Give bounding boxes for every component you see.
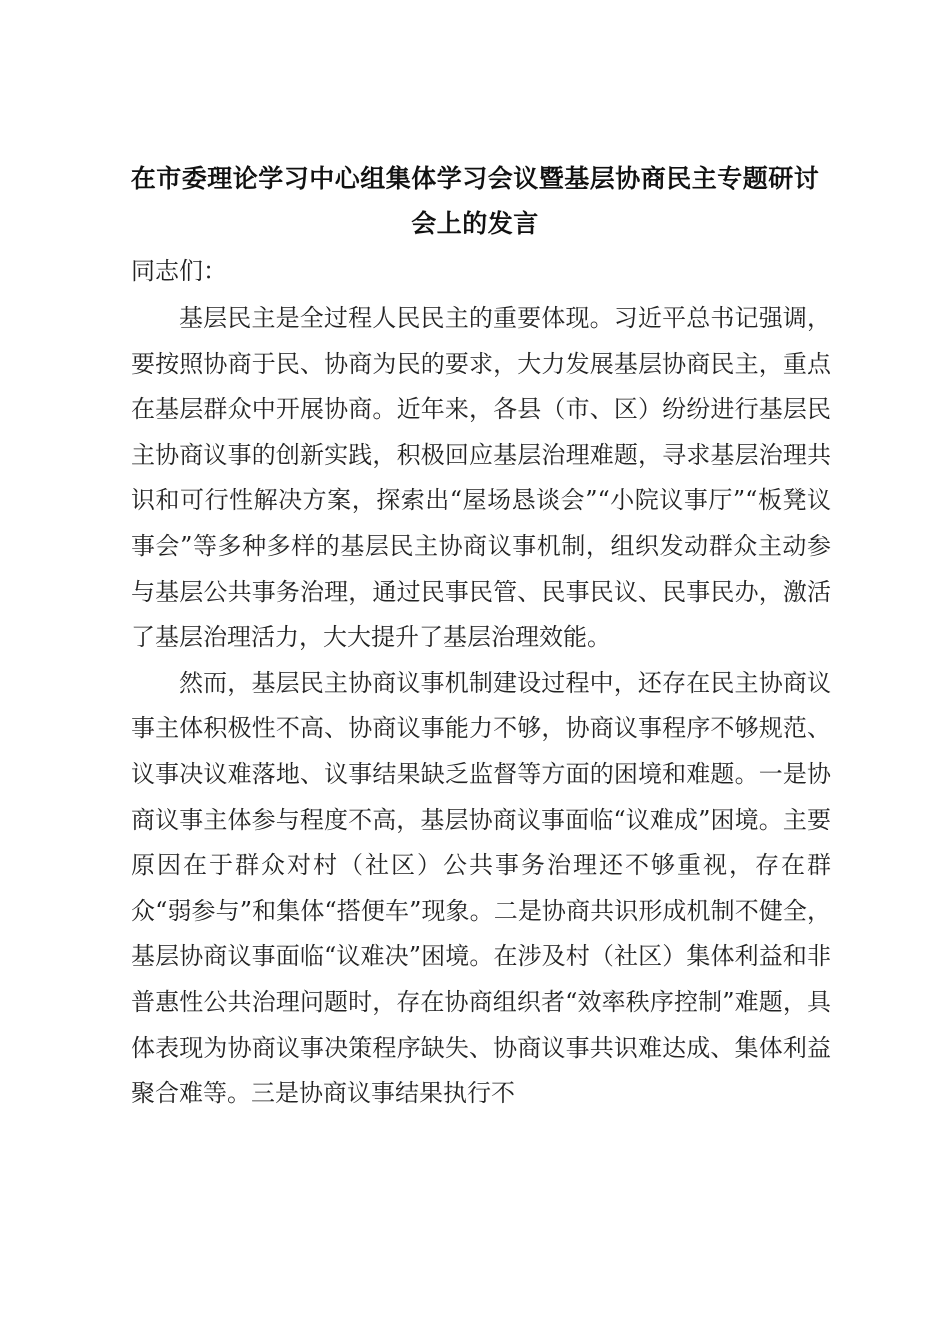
paragraph-2: 然而，基层民主协商议事机制建设过程中，还存在民主协商议事主体积极性不高、协商议事能力不够，协商议事程序不够规范、议事决议难落地、议事结果缺乏监督等方面的困境和难题。一是协商议事主体参与程度不高，基层协商议事面临“议难成”困境。主要原因在于群众对村（社区）公共事务治理还不够重视，存在群众“弱参与”和集体“搭便车”现象。二是协商共识形成机制不健全，基层协商议事面临“议难决”困境。在涉及村（社区）集体利益和非普惠性公共治理问题时，存在协商组织者“效率秩序控制”难题，具体表现为协商议事决策程序缺失、协商议事共识难达成、集体利益聚合难等。三是协商议事结果执行不 [131, 668, 831, 1108]
document-title: 在市委理论学习中心组集体学习会议暨基层协商民主专题研讨会上的发言 [130, 164, 820, 238]
salutation: 同志们： [131, 257, 227, 285]
paragraph-1: 基层民主是全过程人民民主的重要体现。习近平总书记强调，要按照协商于民、协商为民的要求，大力发展基层协商民主，重点在基层群众中开展协商。近年来，各县（市、区）纷纷进行基层民主协商议事的创新实践，积极回应基层治理难题，寻求基层治理共识和可行性解决方案，探索出“屋场恳谈会”“小院议事厅”“板凳议事会”等多种多样的基层民主协商议事机制，组织发动群众主动参与基层公共事务治理，通过民事民管、民事民议、民事民办，激活了基层治理活力，大大提升了基层治理效能。 [131, 304, 831, 652]
document-body [131, 296, 831, 1117]
